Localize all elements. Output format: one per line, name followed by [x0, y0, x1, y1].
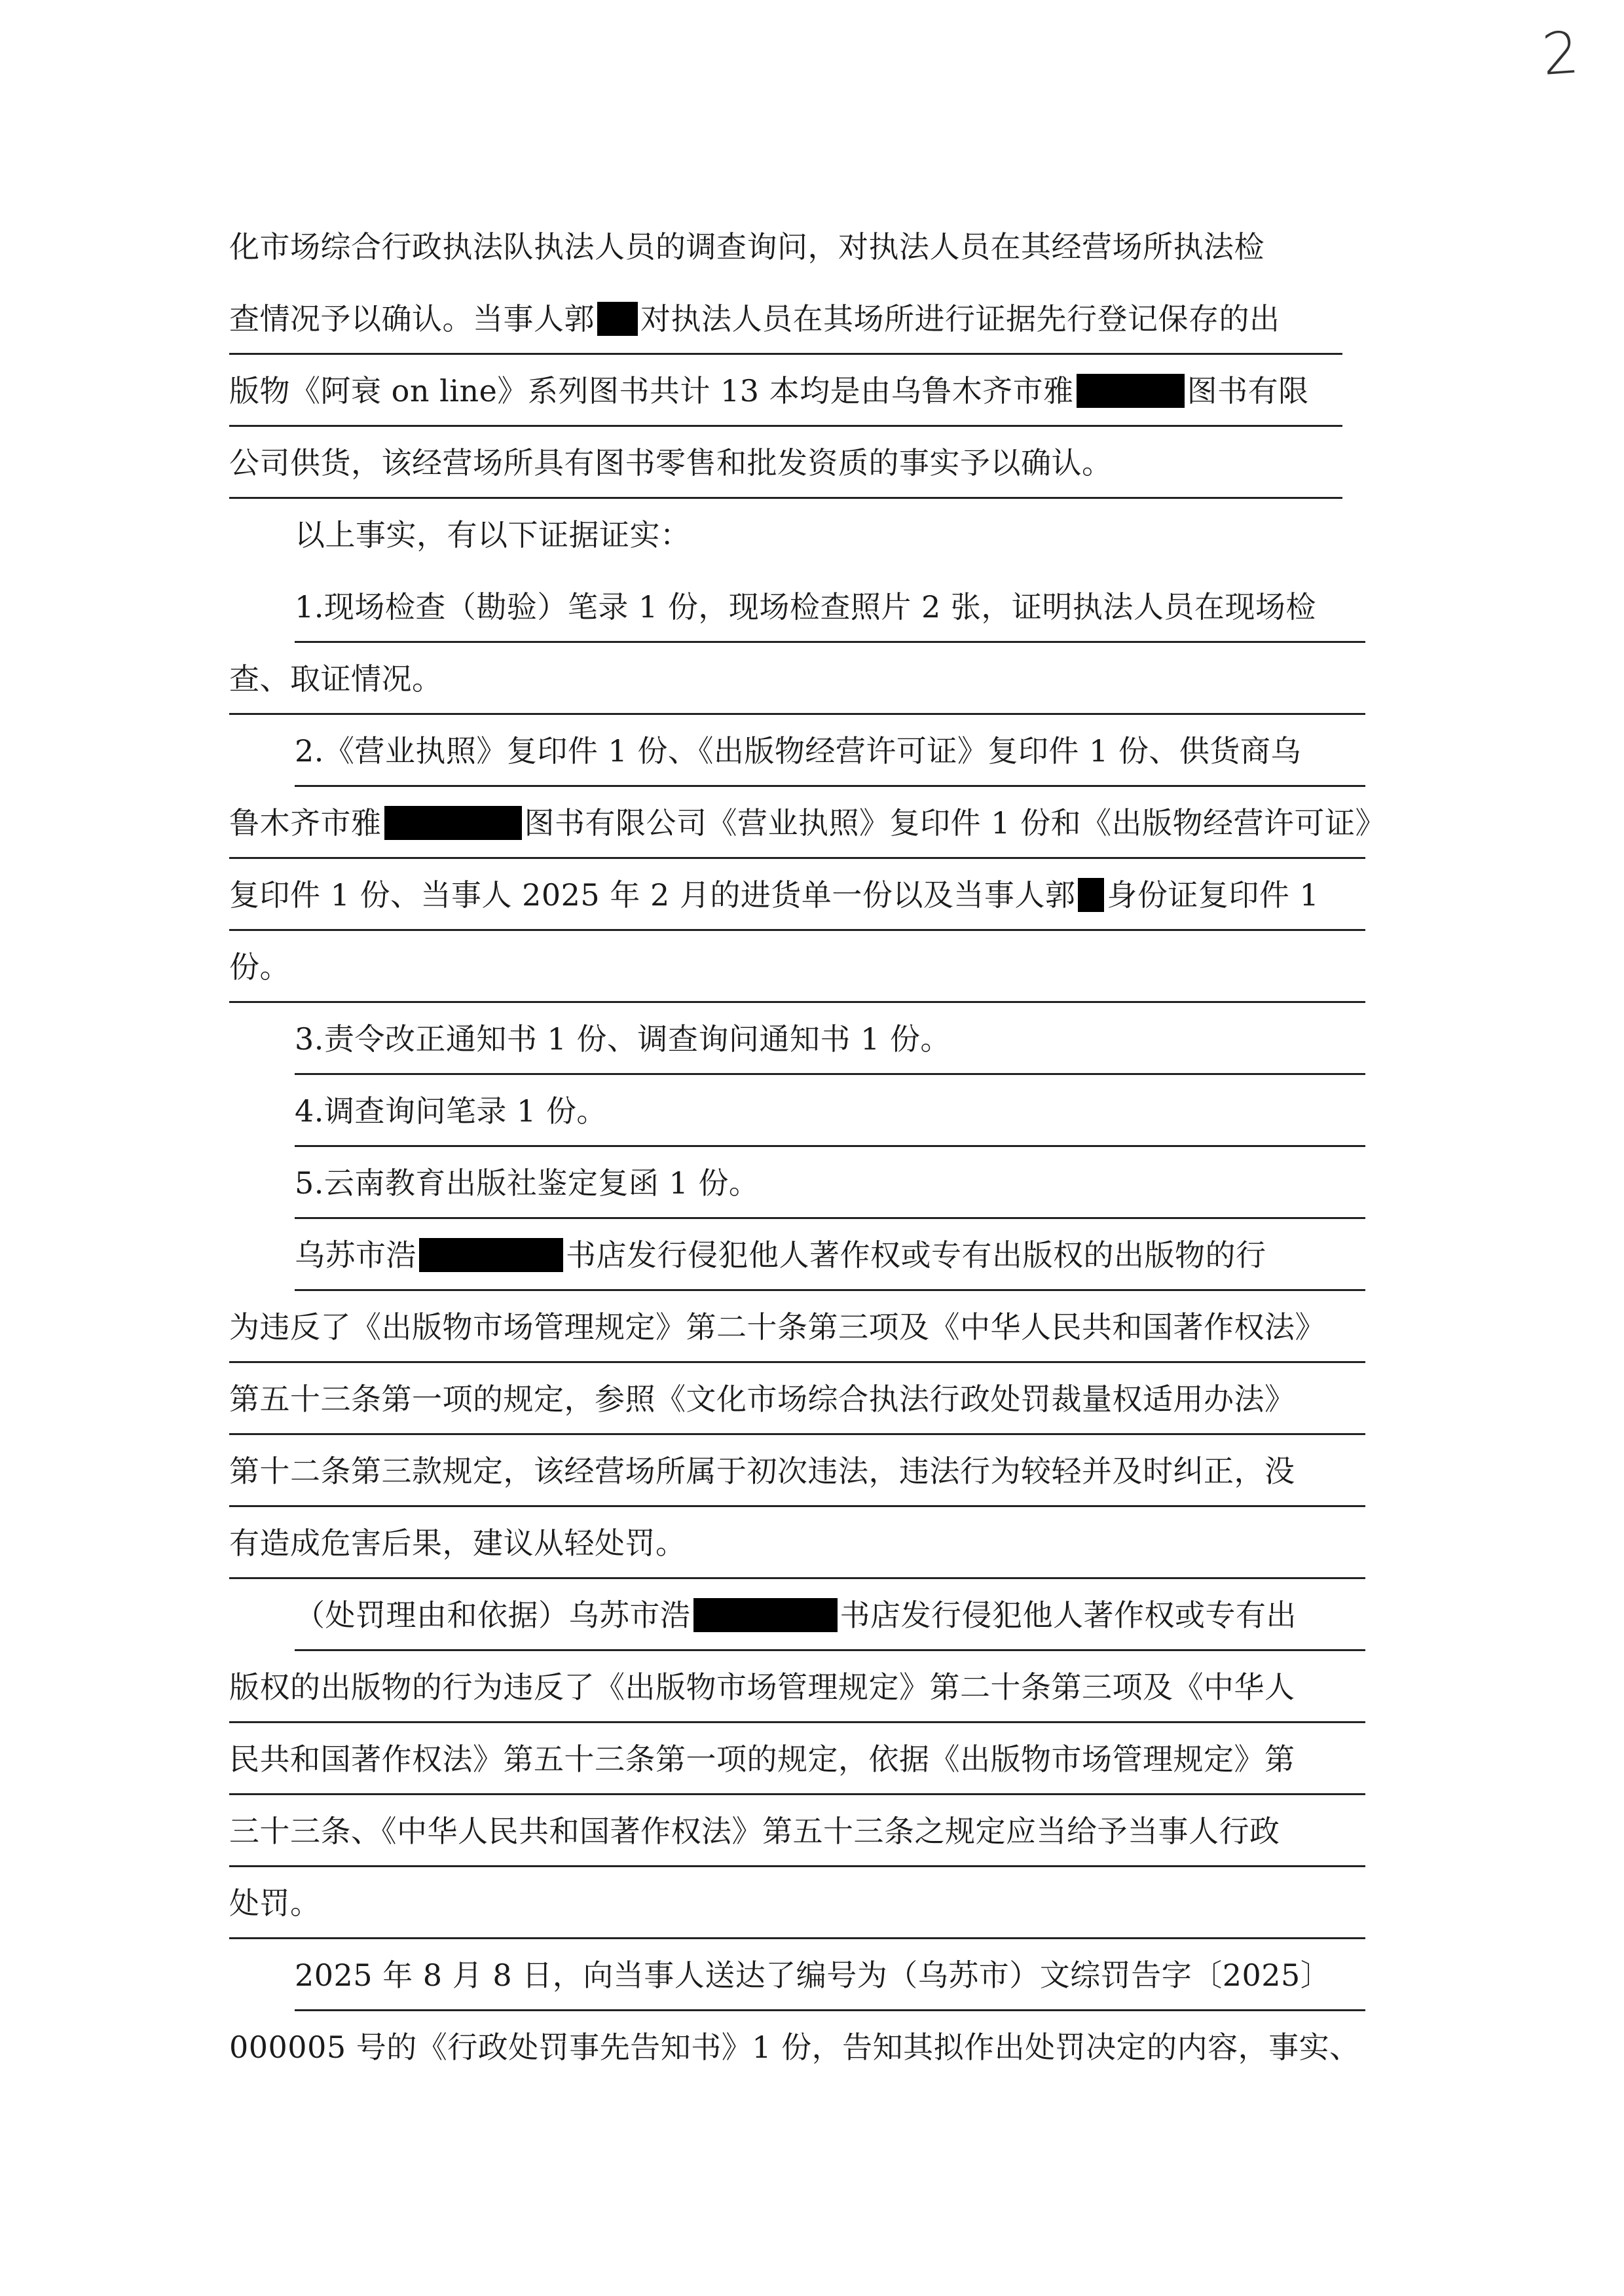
redaction-box — [1077, 374, 1185, 408]
text-line: 000005 号的《行政处罚事先告知书》1 份，告知其拟作出处罚决定的内容，事实、 — [229, 2030, 1360, 2065]
redaction-box — [1078, 878, 1104, 912]
text-line: 鲁木齐市雅 图书有限公司《营业执照》复印件 1 份和《出版物经营许可证》 — [229, 787, 1365, 859]
text-line: 有造成危害后果，建议从轻处罚。 — [229, 1507, 1365, 1579]
text-line: 版物《阿衰 on line》系列图书共计 13 本均是由乌鲁木齐市雅 图书有限 — [229, 355, 1342, 427]
text-line: 2025 年 8 月 8 日，向当事人送达了编号为（乌苏市）文综罚告字〔2025〕 — [295, 1939, 1365, 2011]
text-line: 为违反了《出版物市场管理规定》第二十条第三项及《中华人民共和国著作权法》 — [229, 1291, 1365, 1363]
text-line: 2.《营业执照》复印件 1 份、《出版物经营许可证》复印件 1 份、供货商乌 — [295, 715, 1365, 787]
text-line: 处罚。 — [229, 1867, 1365, 1939]
redaction-box — [597, 302, 638, 336]
text-line: 民共和国著作权法》第五十三条第一项的规定，依据《出版物市场管理规定》第 — [229, 1723, 1365, 1795]
text-line: 第五十三条第一项的规定，参照《文化市场综合执法行政处罚裁量权适用办法》 — [229, 1363, 1365, 1435]
text-line: 化市场综合行政执法队执法人员的调查询问，对执法人员在其经营场所执法检 — [229, 229, 1264, 264]
text-line: 三十三条、《中华人民共和国著作权法》第五十三条之规定应当给予当事人行政 — [229, 1795, 1365, 1867]
redaction-box — [693, 1598, 838, 1632]
text-line: 3.责令改正通知书 1 份、调查询问通知书 1 份。 — [295, 1003, 1365, 1075]
text-line: 版权的出版物的行为违反了《出版物市场管理规定》第二十条第三项及《中华人 — [229, 1651, 1365, 1723]
redaction-box — [384, 806, 522, 840]
text-line: 公司供货，该经营场所具有图书零售和批发资质的事实予以确认。 — [229, 427, 1342, 499]
text-line: 复印件 1 份、当事人 2025 年 2 月的进货单一份以及当事人郭 身份证复印件 1 — [229, 859, 1365, 931]
text-line: 以上事实，有以下证据证实： — [295, 517, 691, 553]
text-line: 1.现场检查（勘验）笔录 1 份，现场检查照片 2 张，证明执法人员在现场检 — [295, 571, 1365, 643]
page-number: 2 — [1540, 18, 1581, 88]
text-line: 4.调查询问笔录 1 份。 — [295, 1075, 1365, 1147]
text-line: （处罚理由和依据）乌苏市浩 书店发行侵犯他人著作权或专有出 — [295, 1579, 1365, 1651]
text-line: 乌苏市浩 书店发行侵犯他人著作权或专有出版权的出版物的行 — [295, 1219, 1365, 1291]
text-line: 份。 — [229, 931, 1365, 1003]
text-line: 查情况予以确认。当事人郭 对执法人员在其场所进行证据先行登记保存的出 — [229, 283, 1342, 355]
text-line: 第十二条第三款规定，该经营场所属于初次违法，违法行为较轻并及时纠正，没 — [229, 1435, 1365, 1507]
text-line: 5.云南教育出版社鉴定复函 1 份。 — [295, 1147, 1365, 1219]
text-line: 查、取证情况。 — [229, 643, 1365, 715]
redaction-box — [419, 1238, 563, 1272]
